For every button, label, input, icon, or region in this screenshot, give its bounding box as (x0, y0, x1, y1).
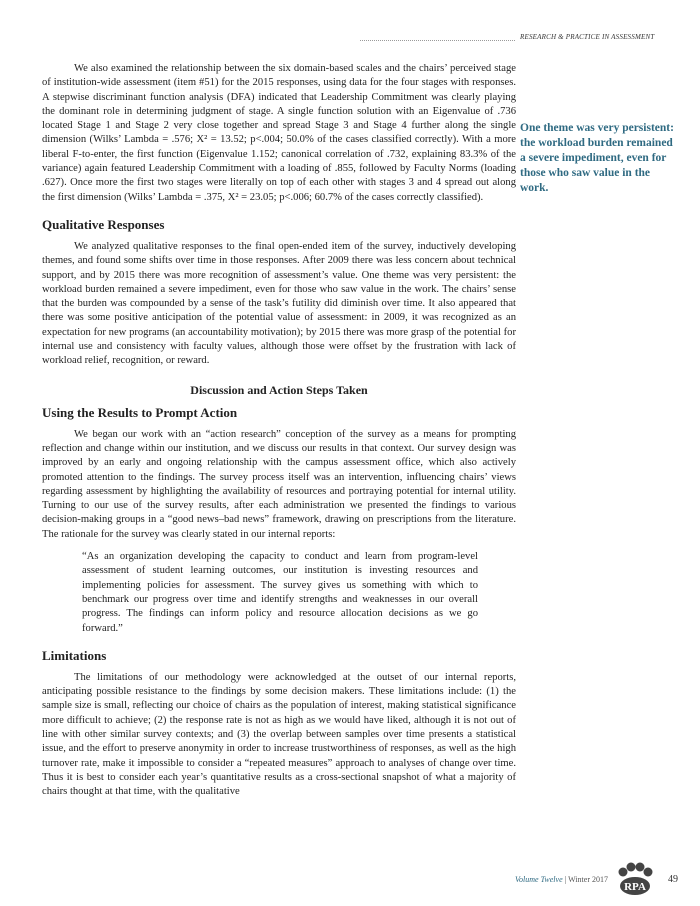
rpa-logo (614, 862, 656, 896)
page-number: 49 (668, 873, 678, 885)
qualitative-heading: Qualitative Responses (42, 216, 165, 232)
article-body (42, 62, 516, 799)
discussion-heading: Discussion and Action Steps Taken (190, 382, 368, 397)
page-footer (515, 862, 678, 896)
dfa-paragraph: We also examined the relationship between the six domain-based scales and the chairs’ perceived stage of institution-wide assessment (item #51) for the 2015 responses, using data for the four stages with responses. A stepwise discriminant function analysis (DFA) indicated that Leadership Commitment was clearly playing the dominant role in determining judgment of stage. A single function solution with an Eigenvalue of .736 located Stage 1 and Stage 2 very close together and spread Stage 3 and Stage 4 further along the single dimension (Wilks’ Lambda = .576; X² = 13.52; p<.004; 50.0% of the cases classified correctly). With a more liberal F-to-enter, the first function (Eigenvalue 1.152; canonical correlation of .732, explaining 83.3% of the variance) again featured Leadership Commitment with a loading of .855, followed by Faculty Norms (loading .627). Once more the first two stages were literally on top of each other with stages 3 and 4 spread out along the first dimension (Wilks’ Lambda = .375, X² = 23.05; p<.006; 60.7% of the cases correctly classified). (42, 63, 516, 203)
footer-issue: | Winter 2017 (562, 874, 608, 884)
action-paragraph: We began our work with an “action research” conception of the survey as a means for prompting reflection and change within our institution, and we discuss our results in that context. Our survey design was improved by an early and ongoing relationship with the campus assessment office, which also actively promoted attention to the findings. The survey process itself was an intervention, influencing chairs’ views regarding assessment by highlighting the availability of resources and portraying potential for internal utility. Turning to our use of the survey results, after each administration we presented the findings to various decision-making groups in a “good news–bad news” framework, drawing on prescriptions from the literature. The rationale for the survey was clearly stated in our internal reports: (42, 428, 516, 540)
limitations-paragraph: The limitations of our methodology were acknowledged at the outset of our internal reports, anticipating possible resistance to the findings by some decision makers. These limitations include: (1) the sample size is small, reflecting our choice of chairs as the population of interest, making statistical significance more difficult to achieve; (2) the response rate is not as high as we would have liked, although it is not out of line with other similar survey contexts; and (3) the overlap between samples over time presents a statistical issue, and the effort to preserve anonymity in order to increase trustworthiness of responses, as well as the high turnover rate, make it impossible to consider a “repeated measures” approach to analyses of change over time. Thus it is best to consider each year’s quantitative results as a cross-sectional snapshot of what a majority of chairs thought at that time, with the qualitative (42, 671, 516, 798)
footer-volume: Volume Twelve (515, 874, 563, 884)
results-action-heading: Using the Results to Prompt Action (42, 404, 238, 420)
internal-report-quote: “As an organization developing the capacity to conduct and learn from program-level assessment of student learning outcomes, our institution is investing resources and implementing policies for assessment. The survey gives us something with which to benchmark our progress over time and identify strengths and weaknesses in our overall progress. The findings can inform policy and resource allocation decisions as we go forward.” (82, 551, 478, 634)
limitations-heading: Limitations (42, 647, 107, 663)
qualitative-paragraph: We analyzed qualitative responses to the final open-ended item of the survey, inductively developing themes, and found some shifts over time in those responses. After 2009 there was less concern about technical support, and by 2015 there was more recognition of assessment’s value. One theme was very persistent: the workload burden remained a severe impediment, even for those who saw value in the work. The chairs’ sense that the burden was compounded by a sense of the task’s futility did diminish over time. It also appeared that there was some positive anticipation of the potential value of assessment: in 2009, it was recognized as an expectation for new programs (an accountability motivation); by 2015 there was more grasp of the potential for internal use and consistency with faculty values, although those were offset by the frustration with lack of workload relief, recognition, or reward. (42, 240, 516, 367)
pull-quote: One theme was very persistent: the workload burden remained a severe impediment, even for those who saw value in the work. (520, 122, 674, 194)
header-dotted-rule (360, 40, 515, 41)
rpa-logo-text: RPA (624, 881, 646, 893)
running-header: RESEARCH & PRACTICE IN ASSESSMENT (520, 33, 655, 41)
